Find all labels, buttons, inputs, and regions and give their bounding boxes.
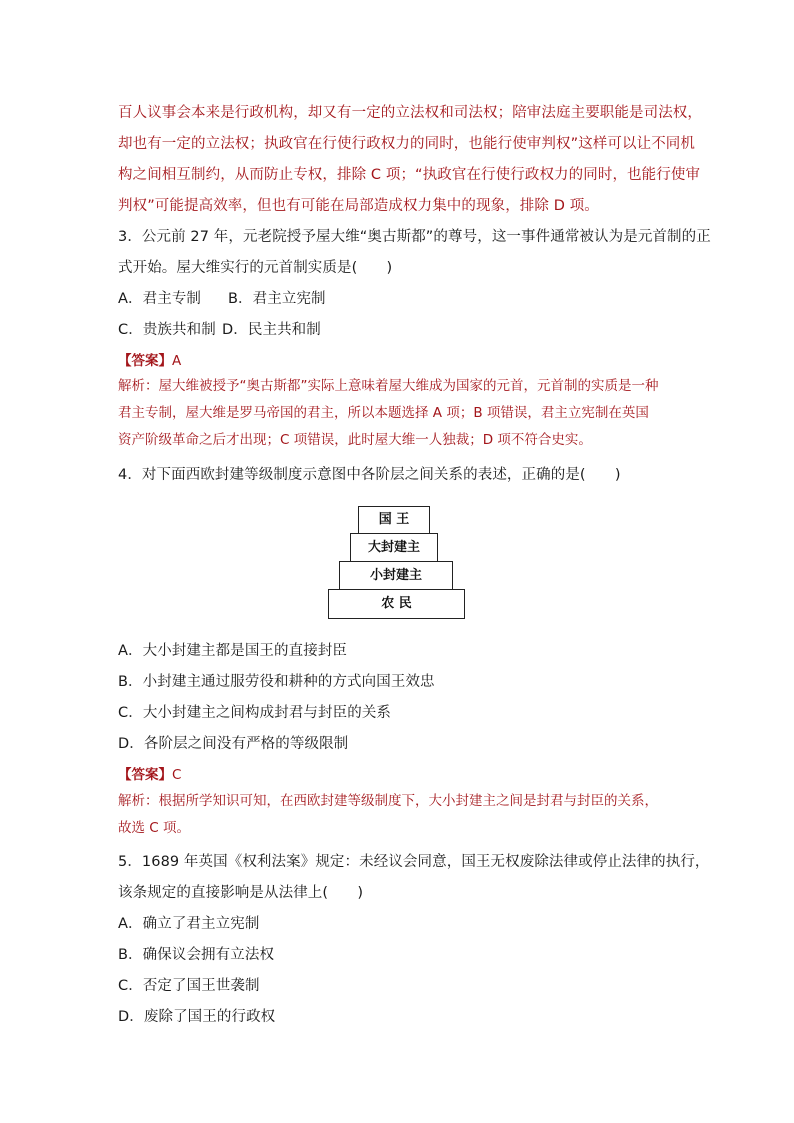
question-4 [118, 460, 678, 491]
question-3 [118, 222, 711, 346]
explanation-line: 构之间相互制约，从而防止专权，排除 C 项；“执政官在行使行政权力的同时，也能行使审 [118, 167, 701, 183]
option-c: C．贵族共和制 [118, 322, 216, 338]
options-row [118, 315, 678, 346]
option-c: C．否定了国王世袭制 [118, 978, 260, 994]
question-4-options [118, 636, 678, 760]
answer-value: A [172, 353, 182, 369]
explanation-line: 故选 C 项。 [118, 820, 191, 836]
tier-great-lord: 大封建主 [350, 533, 438, 562]
question-stem: 4．对下面西欧封建等级制度示意图中各阶层之间关系的表述，正确的是( ) [118, 467, 621, 483]
tier-king: 国 王 [358, 506, 430, 534]
answer-tag: 【答案】 [118, 767, 172, 783]
option-a: A．大小封建主都是国王的直接封臣 [118, 643, 348, 659]
option-b: B．君主立宪制 [228, 291, 326, 307]
prev-explanation [118, 98, 702, 222]
option-d: D．民主共和制 [222, 322, 321, 338]
answer-tag: 【答案】 [118, 353, 172, 369]
options-row [118, 284, 678, 315]
explanation-3 [118, 373, 678, 454]
explanation-line: 君主专制，屋大维是罗马帝国的君主，所以本题选择 A 项；B 项错误，君主立宪制在英国 [118, 405, 649, 421]
tier-lesser-lord: 小封建主 [339, 561, 453, 590]
option-a: A．君主专制 [118, 291, 202, 307]
option-d: D．各阶层之间没有严格的等级限制 [118, 736, 349, 752]
answer-line [118, 350, 678, 373]
option-b: B．确保议会拥有立法权 [118, 947, 275, 963]
explanation-line: 却也有一定的立法权；执政官在行使行政权力的同时，也能行使审判权”这样可以让不同机 [118, 136, 696, 152]
option-c: C．大小封建主之间构成封君与封臣的关系 [118, 705, 392, 721]
explanation-4 [118, 788, 678, 842]
answer-line [118, 764, 678, 787]
explanation-line: 百人议事会本来是行政机构，却又有一定的立法权和司法权；陪审法庭主要职能是司法权， [118, 105, 702, 121]
option-b: B．小封建主通过服劳役和耕种的方式向国王效忠 [118, 674, 435, 690]
question-stem: 式开始。屋大维实行的元首制实质是( ) [118, 260, 393, 276]
question-stem: 5．1689 年英国《权利法案》规定：未经议会同意，国王无权废除法律或停止法律的执行， [118, 854, 710, 870]
explanation-line: 资产阶级革命之后才出现；C 项错误，此时屋大维一人独裁；D 项不符合史实。 [118, 432, 592, 448]
tier-peasant: 农 民 [328, 589, 465, 619]
option-d: D．废除了国王的行政权 [118, 1009, 276, 1025]
option-a: A．确立了君主立宪制 [118, 916, 260, 932]
question-5 [118, 847, 710, 1033]
answer-value: C [172, 767, 182, 783]
explanation-line: 判权”可能提高效率，但也有可能在局部造成权力集中的现象，排除 D 项。 [118, 198, 599, 214]
explanation-line: 解析：屋大维被授予“奥古斯都”实际上意味着屋大维成为国家的元首，元首制的实质是一种 [118, 378, 659, 394]
explanation-line: 解析：根据所学知识可知，在西欧封建等级制度下，大小封建主之间是封君与封臣的关系， [118, 793, 658, 809]
question-stem: 3．公元前 27 年，元老院授予屋大维“奥古斯都”的尊号，这一事件通常被认为是元首制的正 [118, 229, 711, 245]
question-stem: 该条规定的直接影响是从法律上( ) [118, 885, 364, 901]
answer-4 [118, 764, 678, 787]
answer-3 [118, 350, 678, 373]
